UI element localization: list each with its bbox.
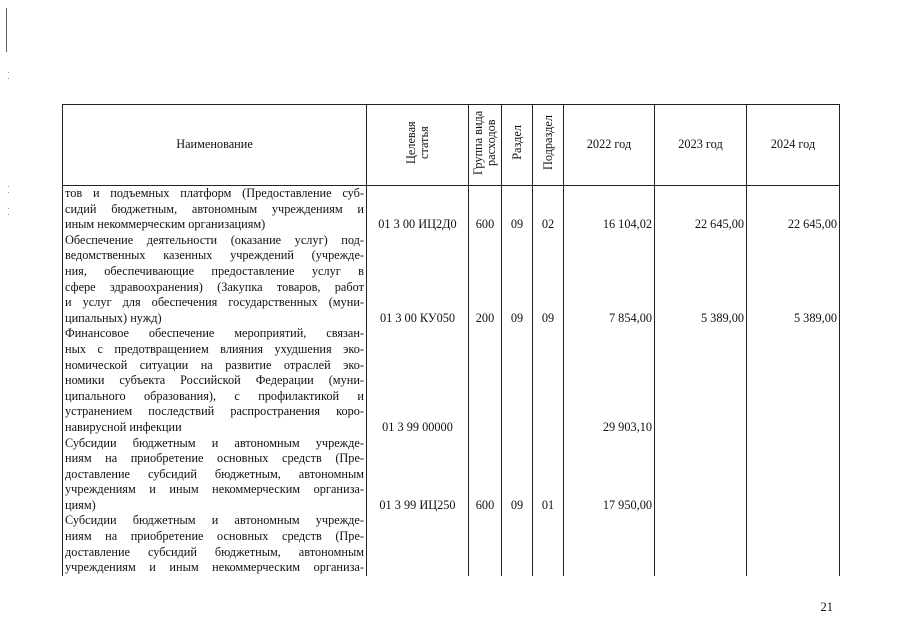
row-subsection <box>533 513 564 575</box>
row-subsection <box>533 326 564 435</box>
row-expense-group: 600 <box>469 436 502 514</box>
scan-edge-mark <box>6 8 7 52</box>
row-2022: 29 903,10 <box>564 326 655 435</box>
row-section: 09 <box>502 436 533 514</box>
row-name: Финансовое обеспечение мероприятий, связан- ных с предотвращением влияния ухудшения эко- номической ситуации на развитие отраслей эко- номики субъекта Российской Федерации (муни- ципального образования), с профилактикой и устранением последствий распространения коро- навирусной инфекции <box>63 326 367 435</box>
row-2023 <box>655 326 747 435</box>
table-row <box>63 186 840 233</box>
row-name: тов и подъемных платформ (Предоставление суб- сидий бюджетным, автономным учреждениям и иным некоммерческим организациям) <box>63 186 367 233</box>
header-name: Наименование <box>63 105 367 186</box>
row-target-article: 01 3 00 КУ050 <box>367 233 469 327</box>
row-2023 <box>655 436 747 514</box>
header-year-2022: 2022 год <box>564 105 655 186</box>
row-target-article: 01 3 99 00000 <box>367 326 469 435</box>
row-expense-group: 200 <box>469 233 502 327</box>
row-2023: 22 645,00 <box>655 186 747 233</box>
table-row <box>63 513 840 575</box>
row-expense-group <box>469 326 502 435</box>
header-year-2024: 2024 год <box>747 105 840 186</box>
scan-dot <box>8 208 9 209</box>
budget-table <box>62 104 840 576</box>
table-header-row <box>63 105 840 186</box>
header-section: Раздел <box>502 105 533 186</box>
row-name: Обеспечение деятельности (оказание услуг) под- ведомственных казенных учреждений (учрежде- ния, обеспечивающие предоставление услуг в сфере здравоохранения) (Закупка товаров, работ и услуг для обеспечения государственных (муни- ципальных) нужд) <box>63 233 367 327</box>
header-year-2023: 2023 год <box>655 105 747 186</box>
row-section <box>502 326 533 435</box>
table-row <box>63 326 840 435</box>
row-2023: 5 389,00 <box>655 233 747 327</box>
row-section: 09 <box>502 233 533 327</box>
page-number: 21 <box>820 600 833 614</box>
row-2022: 17 950,00 <box>564 436 655 514</box>
table-body <box>63 186 840 576</box>
row-2022 <box>564 513 655 575</box>
table-row <box>63 436 840 514</box>
header-target-article: Целевая статья <box>367 105 469 186</box>
row-2022: 16 104,02 <box>564 186 655 233</box>
row-subsection: 02 <box>533 186 564 233</box>
row-section <box>502 513 533 575</box>
row-target-article <box>367 513 469 575</box>
row-name: Субсидии бюджетным и автономным учрежде- ниям на приобретение основных средств (Пре- доставление субсидий бюджетным, автономным учреждениям и иным некоммерческим организа- циям) <box>63 436 367 514</box>
row-subsection: 01 <box>533 436 564 514</box>
row-expense-group: 600 <box>469 186 502 233</box>
row-name: Субсидии бюджетным и автономным учрежде- ниям на приобретение основных средств (Пре- доставление субсидий бюджетным, автономным учреждениям и иным некоммерческим организа- <box>63 513 367 575</box>
row-2023 <box>655 513 747 575</box>
scan-dot <box>8 214 9 215</box>
scan-dot <box>8 78 9 79</box>
table-row <box>63 233 840 327</box>
row-2024: 5 389,00 <box>747 233 840 327</box>
header-expense-group: Группа вида расходов <box>469 105 502 186</box>
scan-dot <box>8 72 9 73</box>
row-2024 <box>747 513 840 575</box>
row-2022: 7 854,00 <box>564 233 655 327</box>
scan-dot <box>8 186 9 187</box>
row-2024 <box>747 436 840 514</box>
scan-dot <box>8 192 9 193</box>
row-target-article: 01 3 99 ИЦ250 <box>367 436 469 514</box>
row-expense-group <box>469 513 502 575</box>
header-subsection: Подраздел <box>533 105 564 186</box>
row-2024 <box>747 326 840 435</box>
row-target-article: 01 3 00 ИЦ2Д0 <box>367 186 469 233</box>
row-2024: 22 645,00 <box>747 186 840 233</box>
row-section: 09 <box>502 186 533 233</box>
row-subsection: 09 <box>533 233 564 327</box>
